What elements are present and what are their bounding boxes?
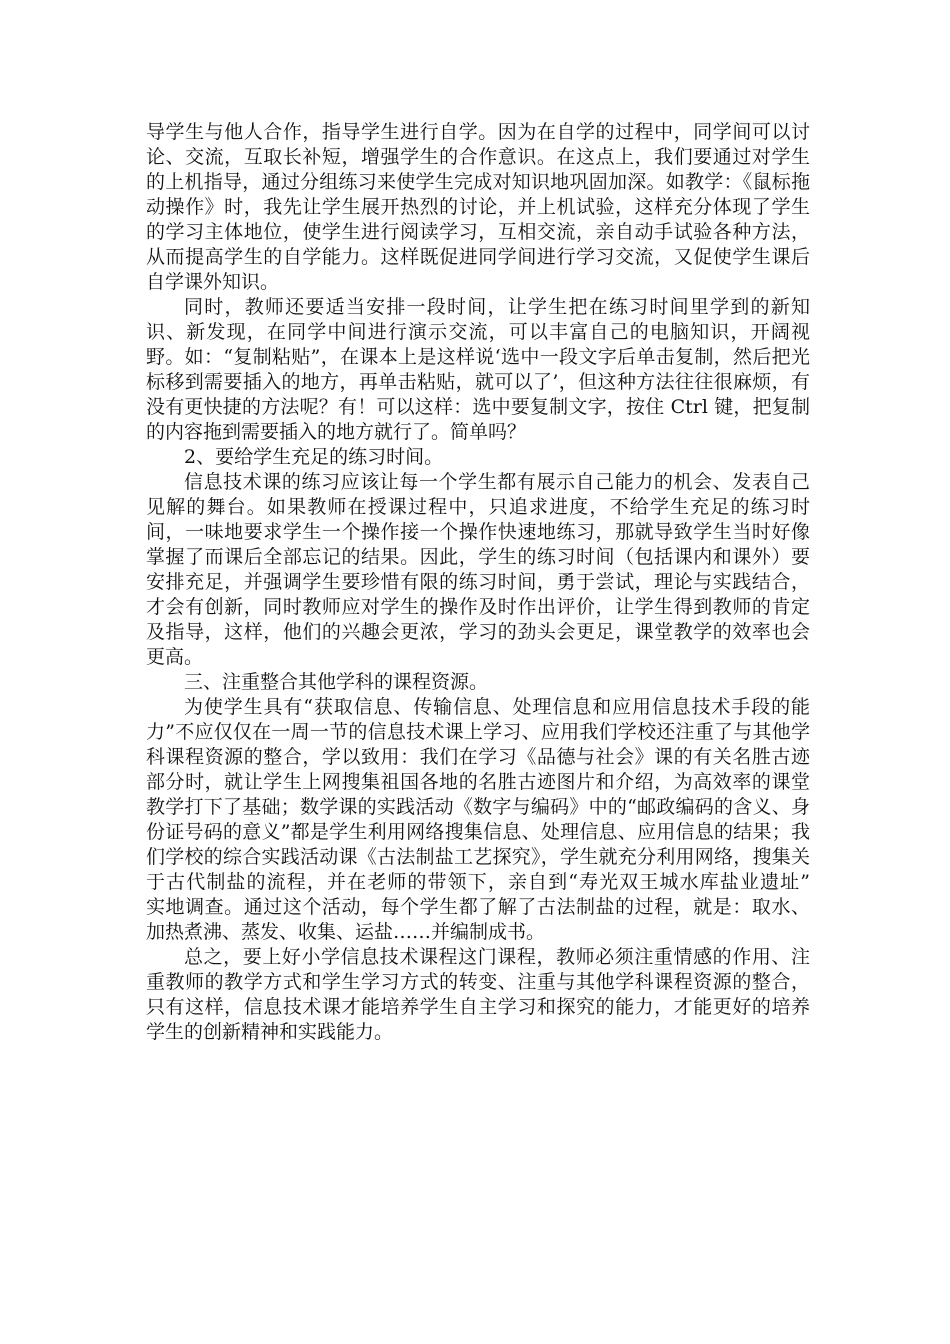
- paragraph-4: 为使学生具有“获取信息、传输信息、处理信息和应用信息技术手段的能力”不应仅仅在一周一节的信息技术课上学习、应用我们学校还注重了与其他学科课程资源的整合，学以致用：我们在学习《品德与社会》课的有关名胜古迹部分时，就让学生上网搜集祖国各地的名胜古迹图片和介绍，为高效率的课堂教学打下了基础；数学课的实践活动《数字与编码》中的“邮政编码的含义、身份证号码的意义”都是学生利用网络搜集信息、处理信息、应用信息的结果；我们学校的综合实践活动课《古法制盐工艺探究》，学生就充分利用网络，搜集关于古代制盐的流程，并在老师的带领下，亲自到“寿光双王城水库盐业遗址” 实地调查。通过这个活动，每个学生都了解了古法制盐的过程，就是：取水、加热煮沸、蒸发、收集、运盐……并编制成书。: [146, 696, 830, 943]
- paragraph-1: 导学生与他人合作，指导学生进行自学。因为在自学的过程中，同学间可以讨论、交流，互取长补短，增强学生的合作意识。在这点上，我们要通过对学生的上机指导，通过分组练习来使学生完成对知识地巩固加深。如教学：《鼠标拖动操作》时，我先让学生展开热烈的讨论，并上机试验，这样充分体现了学生的学习主体地位，使学生进行阅读学习，互相交流，亲自动手试验各种方法，从而提高学生的自学能力。这样既促进同学间进行学习交流，又促使学生课后自学课外知识。: [146, 121, 810, 293]
- document-page: [146, 120, 830, 1045]
- paragraph-2: 同时，教师还要适当安排一段时间，让学生把在练习时间里学到的新知识、新发现，在同学中间进行演示交流，可以丰富自己的电脑知识，开阔视野。如：“复制粘贴”，在课本上是这样说‘选中一段文字后单击复制，然后把光标移到需要插入的地方，再单击粘贴，就可以了’，但这种方法往往很麻烦，有没有更快捷的方法呢？有！可以这样：选中要复制文字，按住 Ctrl 键，把复制的内容拖到需要插入的地方就行了。简单吗？: [146, 296, 810, 443]
- section-heading-integration: 三、注重整合其他学科的课程资源。: [184, 671, 489, 693]
- paragraph-3: 信息技术课的练习应该让每一个学生都有展示自己能力的机会、发表自己见解的舞台。如果教师在授课过程中，只追求进度，不给学生充足的练习时间，一味地要求学生一个操作接一个操作快速地练习，那就导致学生当时好像掌握了而课后全部忘记的结果。因此，学生的练习时间（包括课内和课外）要安排充足，并强调学生要珍惜有限的练习时间，勇于尝试，理论与实践结合，才会有创新，同时教师应对学生的操作及时作出评价，让学生得到教师的肯定及指导，这样，他们的兴趣会更浓，学习的劲头会更足，课堂教学的效率也会更高。: [146, 471, 810, 668]
- section-heading-practice-time: 2、要给学生充足的练习时间。: [184, 446, 444, 468]
- paragraph-conclusion: 总之，要上好小学信息技术课程这门课程，教师必须注重情感的作用、注重教师的教学方式和学生学习方式的转变、注重与其他学科课程资源的整合，只有这样，信息技术课才能培养学生自主学习和探究的能力，才能更好的培养学生的创新精神和实践能力。: [146, 946, 810, 1043]
